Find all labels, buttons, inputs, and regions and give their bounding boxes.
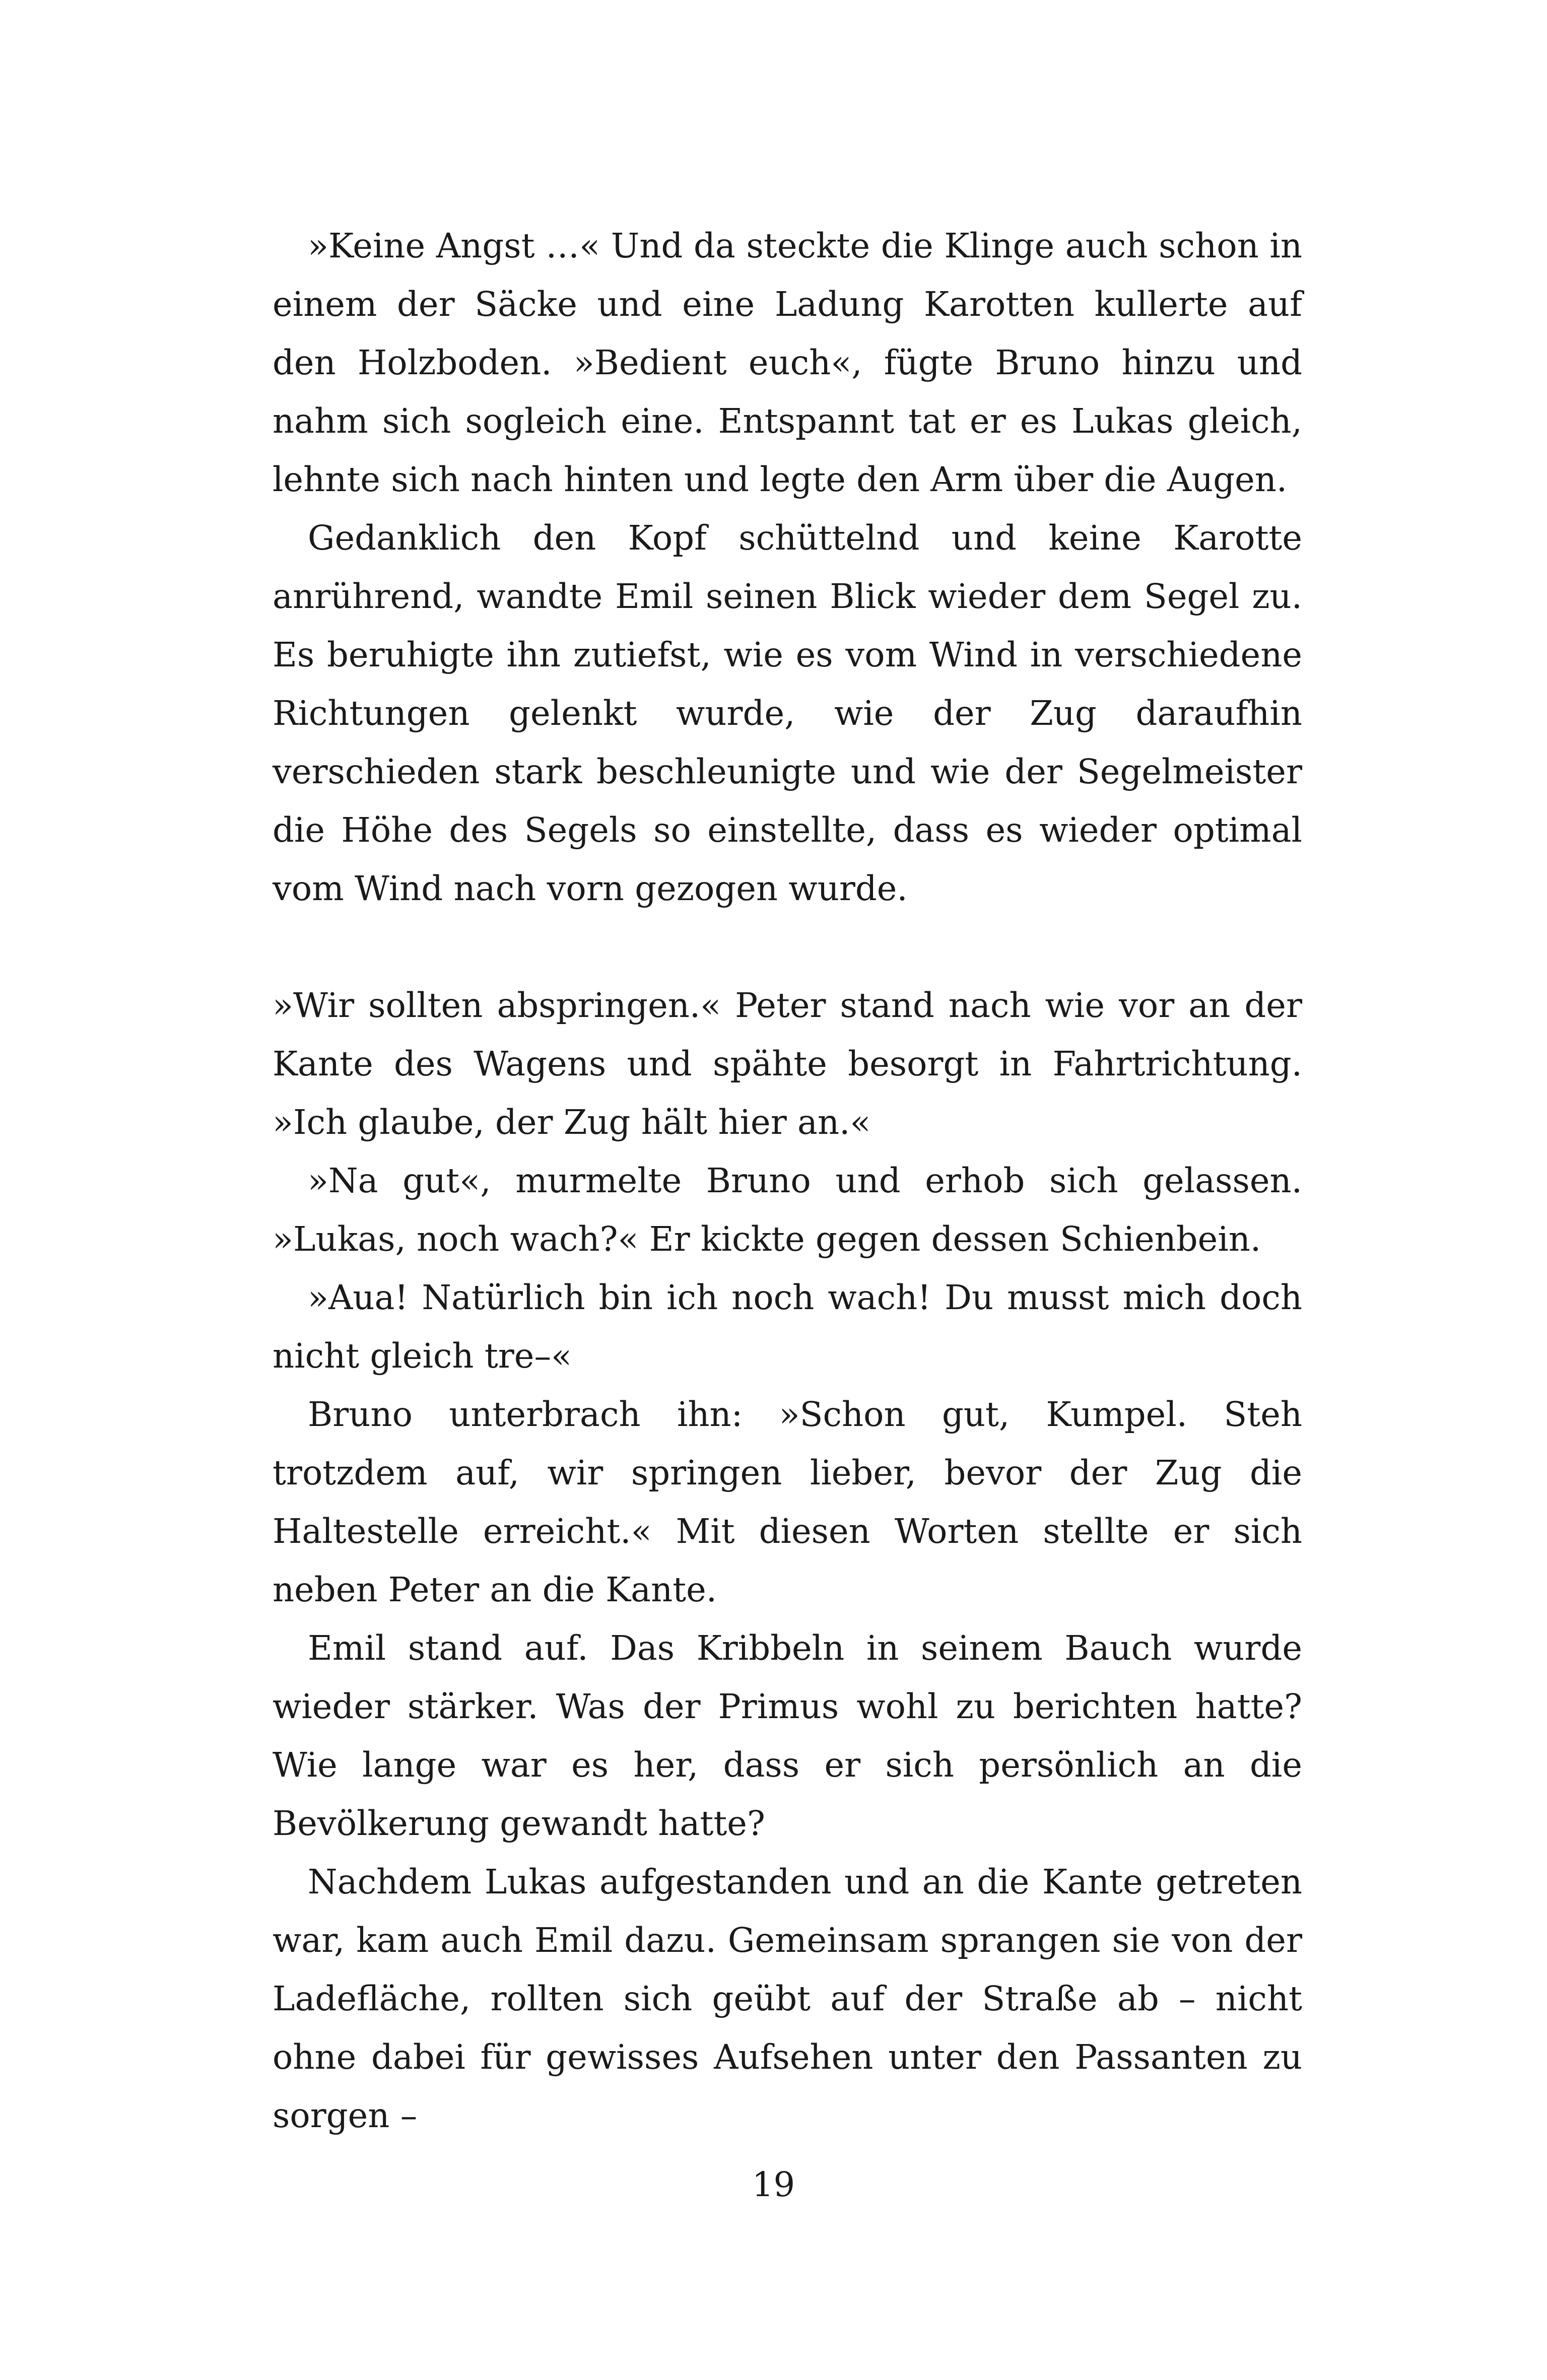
- paragraph-keine-angst: »Keine Angst …« Und da steckte die Klinge auch schon in einem der Säcke und eine Ladung Karotten kullerte auf den Holzboden. »Bedient euch«, fügte Bruno hinzu und nahm sich sogleich eine. Entspannt tat er es Lukas gleich, lehnte sich nach hinten und legte den Arm über die Augen.: [273, 226, 1302, 499]
- page-number: 19: [752, 2165, 795, 2204]
- paragraph-nachdem: Nachdem Lukas aufgestanden und an die Kante getreten war, kam auch Emil dazu. Gemeinsam sprangen sie von der Ladefläche, rollten sich geübt auf der Straße ab – nicht ohne dabei für gewisses Aufsehen unter den Passanten zu sorgen –: [273, 1862, 1302, 2135]
- paragraph-abspringen: »Wir sollten abspringen.« Peter stand nach wie vor an der Kante des Wagens und spähte besorgt in Fahrtrichtung. »Ich glaube, der Zug hält hier an.«: [273, 986, 1302, 1142]
- paragraph-emil-stand-auf: Emil stand auf. Das Kribbeln in seinem Bauch wurde wieder stärker. Was der Primus wohl zu berichten hatte? Wie lange war es her, dass er sich persönlich an die Bevölkerung gewandt hatte?: [273, 1628, 1302, 1843]
- paragraph-gedanklich: Gedanklich den Kopf schüttelnd und keine Karotte anrührend, wandte Emil seinen Blick wieder dem Segel zu. Es beruhigte ihn zutiefst, wie es vom Wind in verschiedene Richtungen gelenkt wurde, wie der Zug daraufhin verschieden stark beschleunigte und wie der Segelmeister die Höhe des Segels so einstellte, dass es wieder optimal vom Wind nach vorn gezogen wurde.: [273, 518, 1302, 908]
- paragraph-na-gut: »Na gut«, murmelte Bruno und erhob sich gelassen. »Lukas, noch wach?« Er kickte gegen dessen Schienbein.: [273, 1161, 1302, 1259]
- body-text: [273, 217, 1302, 2145]
- paragraph-aua: »Aua! Natürlich bin ich noch wach! Du musst mich doch nicht gleich tre–«: [273, 1278, 1302, 1376]
- paragraph-bruno-unterbrach: Bruno unterbrach ihn: »Schon gut, Kumpel. Steh trotzdem auf, wir springen lieber, bevor der Zug die Haltestelle erreicht.« Mit diesen Worten stellte er sich neben Peter an die Kante.: [273, 1395, 1302, 1609]
- scene-break: [273, 918, 1302, 976]
